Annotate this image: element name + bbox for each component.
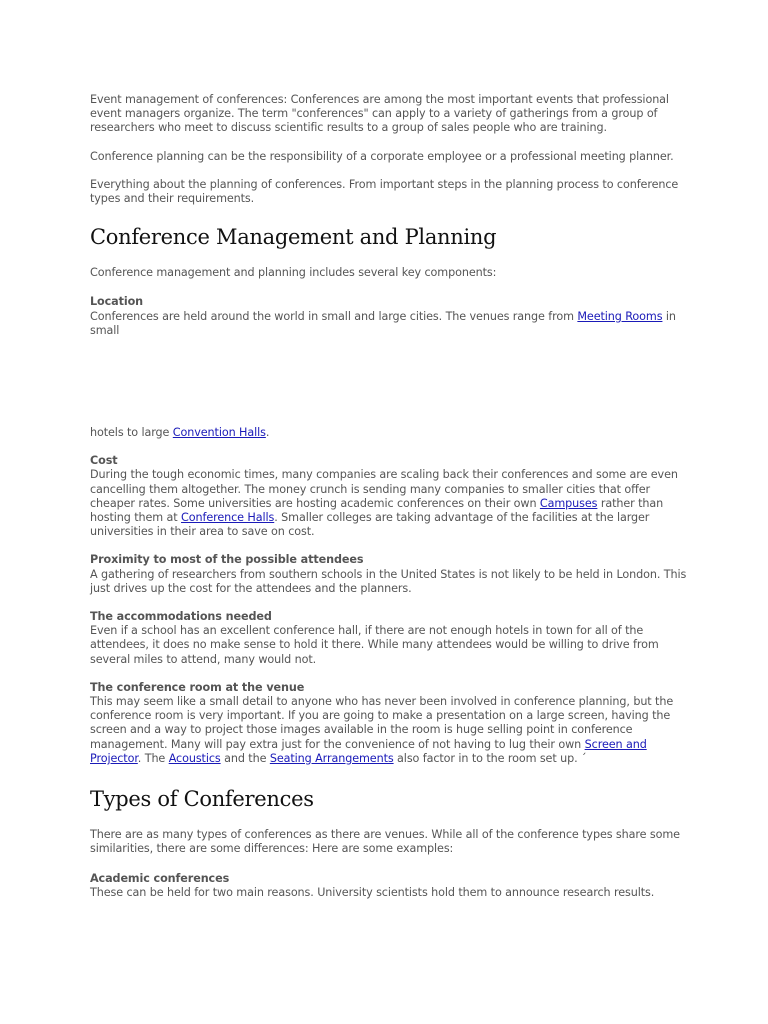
cost-block [90,454,690,539]
location-text-d: . [265,426,270,440]
room-title: The conference room at the venue [90,680,305,694]
cost-text-a: During the tough economic times, many companies are scaling back their conferences and some are even cancelling them altogether. The money crunch is sending many companies to smaller cities that offer cheaper rates. Some universities are hosting academic conferences on their own [90,468,678,510]
section-heading-management: Conference Management and Planning [90,225,497,250]
academic-title: Academic conferences [90,871,230,885]
room-block [90,681,690,766]
location-text-a: Conferences are held around the world in small and large cities. The venues range from [90,309,578,323]
accommodations-title: The accommodations needed [90,610,272,624]
cost-title: Cost [90,454,118,468]
intro-paragraph-3: Everything about the planning of conferences. From important steps in the planning process to conference types and their requirements. [90,177,679,206]
seating-arrangements-link[interactable]: Seating Arrangements [269,751,394,765]
location-text-c: hotels to large [90,426,173,440]
proximity-block [90,553,690,596]
blank-gap [90,352,690,426]
management-lead: Conference management and planning includes several key components: [90,266,497,280]
room-text-c: and the [220,751,270,765]
location-title: Location [90,295,144,309]
cost-text-c: . Smaller colleges are taking advantage of the facilities at the larger universities in their area to save on cost. [90,511,650,539]
location-text-b: in small [90,309,676,337]
section-heading-types: Types of Conferences [90,787,314,812]
proximity-text: A gathering of researchers from southern schools in the United States is not likely to be held in London. This just drives up the cost for the attendees and the planners. [90,567,687,595]
types-lead: There are as many types of conferences as there are venues. While all of the conference types share some similarities, there are some differences: Here are some examples: [90,828,680,856]
cost-text-b: rather than hosting them at [90,496,664,525]
location-continued [90,426,690,440]
convention-halls-link[interactable]: Convention Halls [172,426,266,440]
conference-halls-link[interactable]: Conference Halls [181,511,275,525]
room-text-d: also factor in to the room set up. ´ [393,751,587,765]
academic-block [90,872,690,900]
accommodations-text: Even if a school has an excellent conference hall, if there are not enough hotels in town for all of the attendees, it does no make sense to hold it there. While many attendees would be willing to drive from several miles to attend, many would not. [90,624,659,666]
proximity-title: Proximity to most of the possible attendees [90,553,364,567]
intro-paragraph-1: Event management of conferences: Conferences are among the most important events that professional event managers organize. The term "conferences" can apply to a variety of gatherings from a group of researchers who meet to discuss scientific results to a group of sales people who are training. [90,93,669,135]
screen-projector-link[interactable]: Screen and Projector [90,737,647,765]
acoustics-link[interactable]: Acoustics [168,751,221,765]
campuses-link[interactable]: Campuses [539,496,598,510]
location-block [90,295,690,338]
room-text-b: . The [137,751,169,765]
accommodations-block [90,610,690,667]
academic-text: These can be held for two main reasons. University scientists hold them to announce research results. [90,885,655,899]
room-text-a: This may seem like a small detail to anyone who has never been involved in conference planning, but the conference room is very important. If you are going to make a presentation on a large screen, having the screen and a way to project those images available in the room is huge selling point in conference management. Many will pay extra just for the convenience of not having to lug their own [90,695,674,751]
meeting-rooms-link[interactable]: Meeting Rooms [577,309,663,323]
document-body [90,93,690,914]
intro-paragraph-2: Conference planning can be the responsibility of a corporate employee or a professional meeting planner. [90,149,674,163]
